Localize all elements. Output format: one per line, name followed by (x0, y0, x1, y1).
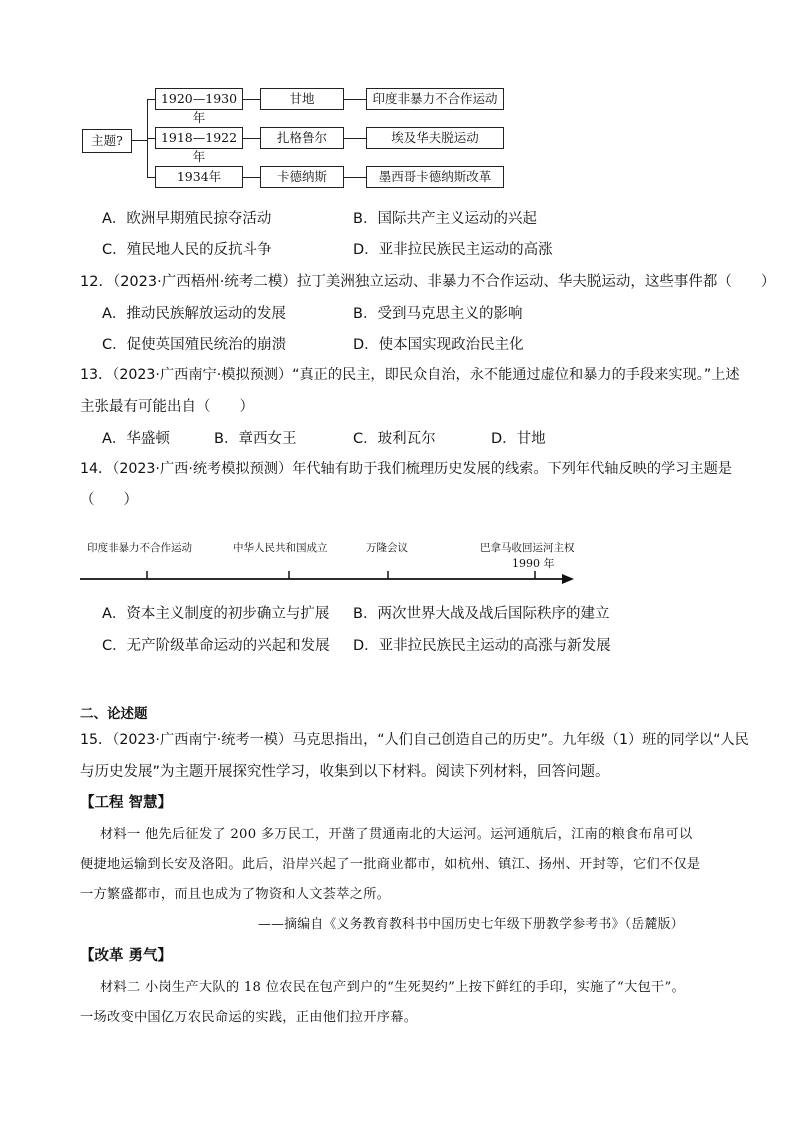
event-box: 墨西哥卡德纳斯改革 (366, 166, 504, 188)
event-box: 印度非暴力不合作运动 (366, 88, 504, 110)
q11-option-d[interactable]: D．亚非拉民族民主运动的高涨 (353, 242, 553, 258)
event-box: 埃及华夫脱运动 (366, 127, 504, 149)
timeline-axis (80, 566, 580, 586)
q11-option-b[interactable]: B．国际共产主义运动的兴起 (353, 211, 537, 227)
theme-box: 主题? (82, 129, 132, 153)
q14-option-d[interactable]: D．亚非拉民族民主运动的高涨与新发展 (353, 638, 611, 654)
connector-line (147, 138, 155, 139)
connector-line (344, 177, 366, 178)
q15-stem-line1: 15．（2023·广西南宁·统考一模）马克思指出，“人们自己创造自己的历史”。九年级（1）班的同学以“人民 (80, 732, 749, 748)
person-box: 扎格鲁尔 (260, 127, 344, 149)
person-box: 甘地 (260, 88, 344, 110)
q13-option-d[interactable]: D．甘地 (491, 431, 546, 447)
q13-stem-line2: 主张最有可能出自（ ） (80, 399, 254, 415)
period-box: 1934年 (155, 166, 243, 188)
connector-line (344, 138, 366, 139)
q14-option-b[interactable]: B．两次世界大战及战后国际秩序的建立 (353, 606, 610, 622)
q14-stem-line1: 14．（2023·广西·统考模拟预测）年代轴有助于我们梳理历史发展的线索。下列年代轴反映的学习主题是 (80, 461, 732, 477)
connector-line (243, 99, 260, 100)
connector-line (243, 138, 260, 139)
q14-stem-line2: （ ） (80, 492, 138, 508)
q14-option-a[interactable]: A．资本主义制度的初步确立与扩展 (102, 606, 330, 622)
timeline-label: 巴拿马收回运河主权 (480, 542, 575, 554)
q12-stem: 12．（2023·广西梧州·统考二模）拉丁美洲独立运动、非暴力不合作运动、华夫脱运动，这些事件都（ ） (80, 274, 776, 290)
q13-option-b[interactable]: B．章西女王 (214, 431, 297, 447)
material-heading: 【改革 勇气】 (80, 948, 173, 964)
timeline-label: 印度非暴力不合作运动 (87, 542, 192, 554)
connector-line (147, 177, 155, 178)
connector-line (344, 99, 366, 100)
material-text: 材料一 他先后征发了 200 多万民工，开凿了贯通南北的大运河。运河通航后，江南的粮食布帛可以 (100, 827, 693, 842)
material-source: ——摘编自《义务教育教科书中国历史七年级下册教学参考书》（岳麓版） (258, 917, 684, 932)
connector-line (132, 140, 147, 141)
timeline-label: 中华人民共和国成立 (233, 542, 328, 554)
q15-stem-line2: 与历史发展”为主题开展探究性学习，收集到以下材料。阅读下列材料，回答问题。 (80, 764, 610, 780)
period-box: 1920—1930年 (155, 88, 243, 110)
q12-option-b[interactable]: B．受到马克思主义的影响 (353, 306, 523, 322)
q12-option-a[interactable]: A．推动民族解放运动的发展 (102, 306, 286, 322)
q11-option-a[interactable]: A．欧洲早期殖民掠夺活动 (102, 211, 272, 227)
q12-option-c[interactable]: C．促使英国殖民统治的崩溃 (102, 337, 287, 353)
timeline-label: 万隆会议 (366, 542, 408, 554)
period-box: 1918—1922年 (155, 127, 243, 149)
q13-option-c[interactable]: C．玻利瓦尔 (353, 431, 436, 447)
connector-line (147, 99, 155, 100)
q11-option-c[interactable]: C．殖民地人民的反抗斗争 (102, 242, 272, 258)
timeline-year: 1990 年 (512, 557, 555, 570)
q13-option-a[interactable]: A．华盛顿 (102, 431, 170, 447)
material-text: 一方繁盛都市，而且也成为了物资和人文荟萃之所。 (80, 887, 391, 902)
q13-stem-line1: 13．（2023·广西南宁·模拟预测）“真正的民主，即民众自治，永不能通过虚位和暴力的手段来实现。”上述 (80, 367, 740, 383)
material-text: 便捷地运输到长安及洛阳。此后，沿岸兴起了一批商业都市，如杭州、镇江、扬州、开封等，它们不仅是 (80, 857, 701, 872)
connector-line (243, 177, 260, 178)
person-box: 卡德纳斯 (260, 166, 344, 188)
material-text: 材料二 小岗生产大队的 18 位农民在包产到户的“生死契约”上按下鲜红的手印，实施了“大包干”。 (100, 980, 686, 995)
section-title: 二、论述题 (80, 706, 148, 722)
material-heading: 【工程 智慧】 (80, 795, 173, 811)
q14-option-c[interactable]: C．无产阶级革命运动的兴起和发展 (102, 638, 330, 654)
material-text: 一场改变中国亿万农民命运的实践，正由他们拉开序幕。 (80, 1010, 418, 1025)
q12-option-d[interactable]: D．使本国实现政治民主化 (353, 337, 524, 353)
